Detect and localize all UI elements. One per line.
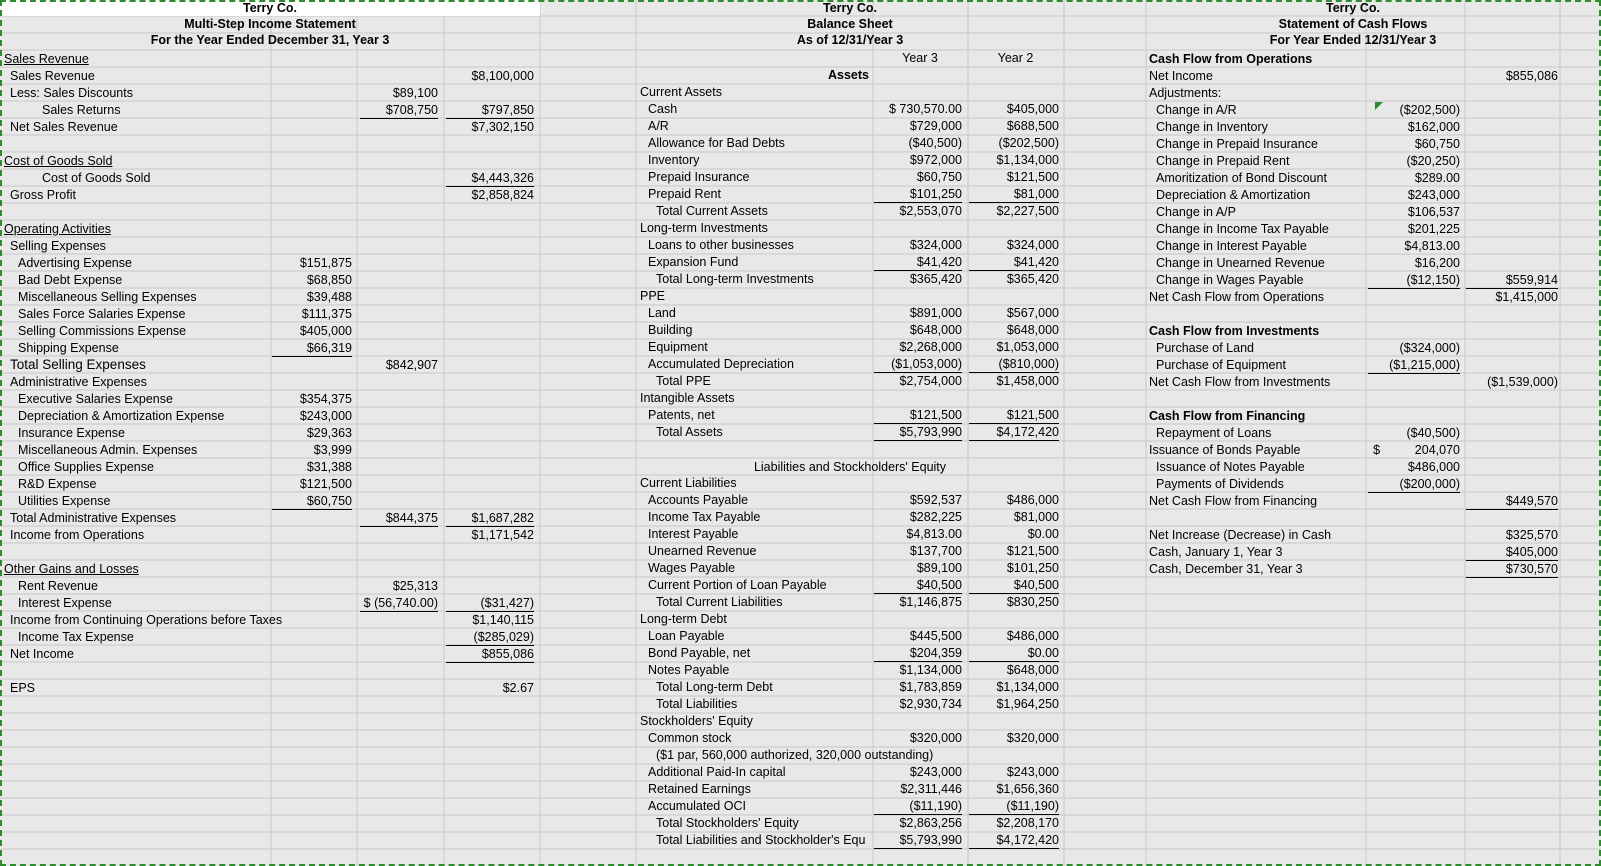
balance-year2-value: $121,500	[969, 407, 1059, 424]
balance-year2-value: $688,500	[1006, 119, 1059, 133]
cashflow-value-col1: ($40,500)	[1406, 426, 1460, 440]
balance-row-label: Notes Payable	[648, 663, 730, 677]
balance-row-label: Retained Earnings	[648, 782, 751, 796]
balance-year3-value: $204,359	[874, 645, 962, 662]
cashflow-period: For Year Ended 12/31/Year 3	[1269, 33, 1437, 47]
income-value-col3: $1,140,115	[472, 613, 534, 627]
balance-year3-value: $60,750	[916, 170, 962, 184]
balance-year2-value: $121,500	[1006, 544, 1059, 558]
income-row-label: Miscellaneous Admin. Expenses	[18, 443, 198, 457]
balance-row-label: Inventory	[648, 153, 700, 167]
cashflow-row-label: Change in Wages Payable	[1156, 273, 1304, 287]
balance-year3-value: $121,500	[874, 407, 962, 424]
balance-row-label: Prepaid Rent	[648, 187, 721, 201]
balance-year2-value: $567,000	[1006, 306, 1059, 320]
income-value-col1: $354,375	[299, 392, 352, 406]
balance-year2-value: $365,420	[1006, 272, 1059, 286]
comment-indicator-icon	[1375, 102, 1383, 110]
balance-row-label: Total Long-term Debt	[656, 680, 773, 694]
balance-year2-value: $41,420	[969, 254, 1059, 271]
cashflow-value-col1: $486,000	[1407, 460, 1460, 474]
income-row-label: Other Gains and Losses	[4, 562, 139, 576]
cashflow-value-col1: $162,000	[1407, 120, 1460, 134]
income-row-label: Cost of Goods Sold	[4, 154, 113, 168]
balance-year3-value: ($40,500)	[908, 136, 962, 150]
cashflow-value-col1: $ 204,070	[1373, 443, 1460, 457]
balance-year3-value: $2,863,256	[899, 816, 962, 830]
income-row-label: Income from Operations	[10, 528, 145, 542]
income-value-col1: $68,850	[306, 273, 352, 287]
balance-year3-value: $2,268,000	[899, 340, 962, 354]
income-value-col2: $89,100	[392, 86, 438, 100]
balance-company: Terry Co.	[823, 1, 877, 15]
balance-row-label: Unearned Revenue	[648, 544, 757, 558]
income-row-label: Gross Profit	[10, 188, 76, 202]
balance-row-label: Current Liabilities	[640, 476, 737, 490]
balance-year2-value: $0.00	[1027, 527, 1059, 541]
cashflow-row-label: Issuance of Bonds Payable	[1149, 443, 1301, 457]
income-value-col1: $243,000	[299, 409, 352, 423]
cashflow-title: Statement of Cash Flows	[1278, 17, 1428, 31]
cashflow-value-col2: $730,570	[1466, 561, 1558, 578]
balance-year3-value: $2,930,734	[899, 697, 962, 711]
balance-year2-value: $2,208,170	[996, 816, 1059, 830]
balance-year2-value: $648,000	[1006, 323, 1059, 337]
income-row-label: Administrative Expenses	[10, 375, 147, 389]
balance-year3-value: $891,000	[909, 306, 962, 320]
balance-row-label: Accumulated OCI	[648, 799, 746, 813]
cashflow-row-label: Cash Flow from Financing	[1149, 409, 1306, 423]
cashflow-row-label: Change in Prepaid Rent	[1156, 154, 1290, 168]
balance-row-label: Total PPE	[656, 374, 711, 388]
income-value-col1: $3,999	[313, 443, 352, 457]
cashflow-value-col2: $405,000	[1466, 544, 1558, 561]
income-row-label: Advertising Expense	[18, 256, 132, 270]
balance-row-label: Total Liabilities	[656, 697, 738, 711]
cashflow-row-label: Issuance of Notes Payable	[1156, 460, 1305, 474]
income-value-col2: $844,375	[360, 510, 438, 527]
balance-liabilities-heading: Liabilities and Stockholders' Equity	[753, 460, 947, 474]
balance-year3-value: $2,311,446	[900, 782, 962, 796]
balance-year2-value: $405,000	[1006, 102, 1059, 116]
balance-row-label: Current Assets	[640, 85, 722, 99]
balance-year2-value: $243,000	[1006, 765, 1059, 779]
income-row-label: Rent Revenue	[18, 579, 98, 593]
cashflow-value-col2: $855,086	[1505, 69, 1558, 83]
income-value-col2: $ (56,740.00)	[360, 595, 438, 612]
income-row-label: Sales Revenue	[10, 69, 95, 83]
balance-title: Balance Sheet	[807, 17, 893, 31]
balance-row-label: Long-term Investments	[640, 221, 768, 235]
balance-row-label: Bond Payable, net	[648, 646, 751, 660]
balance-year2-value: $486,000	[1006, 493, 1059, 507]
balance-assets-heading: Assets	[828, 68, 869, 82]
balance-year2-value: ($202,500)	[998, 136, 1059, 150]
balance-year2-value: $4,172,420	[969, 424, 1059, 441]
balance-year2-value: $324,000	[1006, 238, 1059, 252]
income-value-col1: $29,363	[306, 426, 352, 440]
cashflow-row-label: Change in Unearned Revenue	[1156, 256, 1325, 270]
income-row-label: Income from Continuing Operations before Taxes	[10, 613, 283, 627]
income-value-col3: $1,171,542	[471, 528, 534, 542]
cashflow-value-col1: ($20,250)	[1406, 154, 1460, 168]
balance-row-label: Total Current Liabilities	[656, 595, 783, 609]
cashflow-value-col1: $60,750	[1414, 137, 1460, 151]
balance-year2-value: $1,134,000	[996, 153, 1059, 167]
balance-row-label: Prepaid Insurance	[648, 170, 750, 184]
cashflow-row-label: Amoritization of Bond Discount	[1156, 171, 1327, 185]
income-row-label: Interest Expense	[18, 596, 112, 610]
income-row-label: Executive Salaries Expense	[18, 392, 173, 406]
balance-year3-value: $445,500	[909, 629, 962, 643]
balance-period: As of 12/31/Year 3	[796, 33, 904, 47]
balance-year3-value: $324,000	[909, 238, 962, 252]
income-period: For the Year Ended December 31, Year 3	[150, 33, 390, 47]
cashflow-value-col1: ($1,215,000)	[1368, 357, 1460, 374]
cashflow-row-label: Adjustments:	[1149, 86, 1222, 100]
balance-year3-value: $729,000	[909, 119, 962, 133]
balance-col-year2: Year 2	[997, 51, 1034, 65]
balance-year2-value: ($810,000)	[969, 356, 1059, 373]
balance-year2-value: $1,053,000	[996, 340, 1059, 354]
income-value-col1: $66,319	[272, 340, 352, 357]
balance-year3-value: $5,793,990	[874, 424, 962, 441]
income-row-label: Bad Debt Expense	[18, 273, 123, 287]
income-value-col2: $708,750	[360, 102, 438, 119]
balance-year3-value: $592,537	[909, 493, 962, 507]
cashflow-row-label: Purchase of Land	[1156, 341, 1254, 355]
income-value-col3: $797,850	[446, 102, 534, 119]
balance-row-label: Intangible Assets	[640, 391, 735, 405]
cashflow-value-col1: ($12,150)	[1368, 272, 1460, 289]
income-value-col3: $7,302,150	[471, 120, 534, 134]
balance-year3-value: $41,420	[874, 254, 962, 271]
cashflow-value-col2: $449,570	[1466, 493, 1558, 510]
income-row-label: Office Supplies Expense	[18, 460, 154, 474]
income-value-col1: $405,000	[299, 324, 352, 338]
cashflow-row-label: Net Increase (Decrease) in Cash	[1149, 528, 1332, 542]
balance-row-label: Accumulated Depreciation	[648, 357, 794, 371]
balance-col-year3: Year 3	[902, 51, 938, 65]
cashflow-row-label: Purchase of Equipment	[1156, 358, 1286, 372]
income-value-col2: $25,313	[392, 579, 438, 593]
balance-row-label: Interest Payable	[648, 527, 739, 541]
balance-year3-value: $2,754,000	[899, 374, 962, 388]
income-row-label: Income Tax Expense	[18, 630, 134, 644]
balance-year3-value: $1,146,875	[899, 595, 962, 609]
balance-row-label: Accounts Payable	[648, 493, 749, 507]
cashflow-row-label: Depreciation & Amortization	[1156, 188, 1311, 202]
balance-row-label: PPE	[640, 289, 666, 303]
cashflow-value-col1: ($324,000)	[1399, 341, 1460, 355]
balance-row-label: Common stock	[648, 731, 732, 745]
balance-year2-value: $486,000	[1006, 629, 1059, 643]
cashflow-row-label: Cash, January 1, Year 3	[1149, 545, 1283, 559]
balance-year2-value: $0.00	[969, 645, 1059, 662]
income-value-col3: $855,086	[446, 646, 534, 663]
balance-row-label: Long-term Debt	[640, 612, 727, 626]
cashflow-value-col2: $325,570	[1505, 528, 1558, 542]
income-row-label: R&D Expense	[18, 477, 97, 491]
balance-year3-value: ($11,190)	[874, 798, 962, 815]
cashflow-row-label: Payments of Dividends	[1156, 477, 1284, 491]
income-row-label: Selling Expenses	[10, 239, 106, 253]
balance-year2-value: $81,000	[1013, 510, 1059, 524]
cashflow-value-col2: $559,914	[1466, 272, 1558, 289]
balance-year3-value: $ 730,570.00	[889, 102, 962, 116]
balance-row-label: Stockholders' Equity	[640, 714, 753, 728]
balance-year2-value: $1,458,000	[996, 374, 1059, 388]
income-value-col1: $111,375	[301, 307, 352, 321]
cashflow-row-label: Cash Flow from Investments	[1149, 324, 1320, 338]
balance-year3-value: $972,000	[909, 153, 962, 167]
income-title: Multi-Step Income Statement	[184, 17, 356, 31]
cashflow-row-label: Net Income	[1149, 69, 1213, 83]
balance-year3-value: $320,000	[909, 731, 962, 745]
balance-year3-value: $1,134,000	[899, 663, 962, 677]
income-value-col3: ($285,029)	[446, 629, 534, 646]
cashflow-row-label: Change in Interest Payable	[1156, 239, 1307, 253]
cashflow-value-col1: $243,000	[1407, 188, 1460, 202]
balance-row-label: Patents, net	[648, 408, 715, 422]
balance-year2-value: $1,656,360	[996, 782, 1059, 796]
cashflow-row-label: Change in A/P	[1156, 205, 1236, 219]
cashflow-row-label: Change in Income Tax Payable	[1156, 222, 1329, 236]
income-row-label: Net Sales Revenue	[10, 120, 118, 134]
balance-year2-value: $101,250	[1006, 561, 1059, 575]
cashflow-row-label: Cash Flow from Operations	[1149, 52, 1313, 66]
balance-row-label: ($1 par, 560,000 authorized, 320,000 outstanding)	[656, 748, 934, 762]
cashflow-value-col1: $16,200	[1414, 256, 1460, 270]
balance-year2-value: $1,134,000	[996, 680, 1059, 694]
cashflow-value-col1: $201,225	[1407, 222, 1460, 236]
balance-row-label: Additional Paid-In capital	[648, 765, 786, 779]
balance-row-label: Cash	[648, 102, 678, 116]
balance-year3-value: ($1,053,000)	[874, 356, 962, 373]
balance-row-label: A/R	[648, 119, 669, 133]
balance-year3-value: $365,420	[909, 272, 962, 286]
balance-year2-value: $40,500	[969, 577, 1059, 594]
balance-row-label: Total Stockholders' Equity	[656, 816, 799, 830]
balance-row-label: Expansion Fund	[648, 255, 739, 269]
balance-year2-value: $4,172,420	[969, 832, 1059, 849]
income-value-col1: $121,500	[299, 477, 352, 491]
income-value-col3: $4,443,326	[446, 170, 534, 187]
income-row-label: Cost of Goods Sold	[42, 171, 151, 185]
cashflow-row-label: Change in Prepaid Insurance	[1156, 137, 1318, 151]
balance-year2-value: ($11,190)	[969, 798, 1059, 815]
income-value-col3: $2,858,824	[471, 188, 534, 202]
balance-year3-value: $2,553,070	[899, 204, 962, 218]
balance-year2-value: $320,000	[1006, 731, 1059, 745]
balance-year2-value: $1,964,250	[996, 697, 1059, 711]
income-row-label: Depreciation & Amortization Expense	[18, 409, 225, 423]
balance-year3-value: $40,500	[874, 577, 962, 594]
cashflow-value-col1: $106,537	[1407, 205, 1460, 219]
cashflow-value-col1: ($202,500)	[1399, 103, 1460, 117]
balance-year3-value: $4,813.00	[906, 527, 962, 541]
income-value-col1: $39,488	[306, 290, 352, 304]
income-value-col3: ($31,427)	[446, 595, 534, 612]
balance-row-label: Equipment	[648, 340, 708, 354]
cashflow-value-col1: $289.00	[1414, 171, 1460, 185]
balance-row-label: Total Liabilities and Stockholder's Equ	[656, 833, 866, 847]
cashflow-value-col1: $4,813.00	[1404, 239, 1460, 253]
balance-row-label: Total Long-term Investments	[656, 272, 814, 286]
income-row-label: Less: Sales Discounts	[10, 86, 133, 100]
income-row-label: EPS	[10, 681, 36, 695]
income-row-label: Shipping Expense	[18, 341, 119, 355]
cashflow-row-label: Repayment of Loans	[1156, 426, 1272, 440]
income-value-col3: $1,687,282	[446, 510, 534, 527]
balance-year3-value: $101,250	[874, 186, 962, 203]
balance-year3-value: $1,783,859	[899, 680, 962, 694]
income-value-col1: $60,750	[272, 493, 352, 510]
balance-row-label: Current Portion of Loan Payable	[648, 578, 827, 592]
cashflow-value-col1: ($200,000)	[1368, 476, 1460, 493]
balance-row-label: Land	[648, 306, 676, 320]
balance-row-label: Income Tax Payable	[648, 510, 761, 524]
income-company: Terry Co.	[243, 1, 297, 15]
balance-year2-value: $830,250	[1006, 595, 1059, 609]
balance-row-label: Wages Payable	[648, 561, 736, 575]
balance-year3-value: $89,100	[916, 561, 962, 575]
cashflow-company: Terry Co.	[1326, 1, 1380, 15]
income-row-label: Selling Commissions Expense	[18, 324, 187, 338]
balance-year3-value: $5,793,990	[874, 832, 962, 849]
income-row-label: Miscellaneous Selling Expenses	[18, 290, 197, 304]
balance-year3-value: $282,225	[909, 510, 962, 524]
balance-year2-value: $121,500	[1006, 170, 1059, 184]
income-value-col3: $8,100,000	[471, 69, 534, 83]
balance-row-label: Loans to other businesses	[648, 238, 794, 252]
income-value-col2: $842,907	[385, 358, 438, 372]
cashflow-row-label: Change in Inventory	[1156, 120, 1268, 134]
income-value-col1: $31,388	[306, 460, 352, 474]
income-value-col1: $151,875	[299, 256, 352, 270]
income-row-label: Sales Force Salaries Expense	[18, 307, 186, 321]
income-value-col3: $2.67	[502, 681, 534, 695]
balance-year2-value: $2,227,500	[996, 204, 1059, 218]
balance-row-label: Total Assets	[656, 425, 723, 439]
balance-row-label: Building	[648, 323, 693, 337]
balance-row-label: Total Current Assets	[656, 204, 768, 218]
income-row-label: Operating Activities	[4, 222, 111, 236]
income-row-label: Insurance Expense	[18, 426, 126, 440]
income-row-label: Utilities Expense	[18, 494, 111, 508]
income-row-label: Total Administrative Expenses	[10, 511, 177, 525]
cashflow-row-label: Net Cash Flow from Operations	[1149, 290, 1325, 304]
income-row-label: Total Selling Expenses	[10, 357, 146, 372]
cashflow-value-col2: ($1,539,000)	[1487, 375, 1558, 389]
income-row-label: Net Income	[10, 647, 74, 661]
cashflow-value-col2: $1,415,000	[1495, 290, 1558, 304]
balance-year3-value: $137,700	[909, 544, 962, 558]
income-row-label: Sales Revenue	[4, 52, 89, 66]
cashflow-row-label: Net Cash Flow from Financing	[1149, 494, 1318, 508]
cashflow-row-label: Change in A/R	[1156, 103, 1237, 117]
balance-year2-value: $648,000	[1006, 663, 1059, 677]
cashflow-row-label: Cash, December 31, Year 3	[1149, 562, 1303, 576]
income-row-label: Sales Returns	[42, 103, 121, 117]
cashflow-row-label: Net Cash Flow from Investments	[1149, 375, 1331, 389]
balance-row-label: Allowance for Bad Debts	[648, 136, 785, 150]
balance-year3-value: $648,000	[909, 323, 962, 337]
balance-year3-value: $243,000	[909, 765, 962, 779]
balance-year2-value: $81,000	[969, 186, 1059, 203]
balance-row-label: Loan Payable	[648, 629, 725, 643]
